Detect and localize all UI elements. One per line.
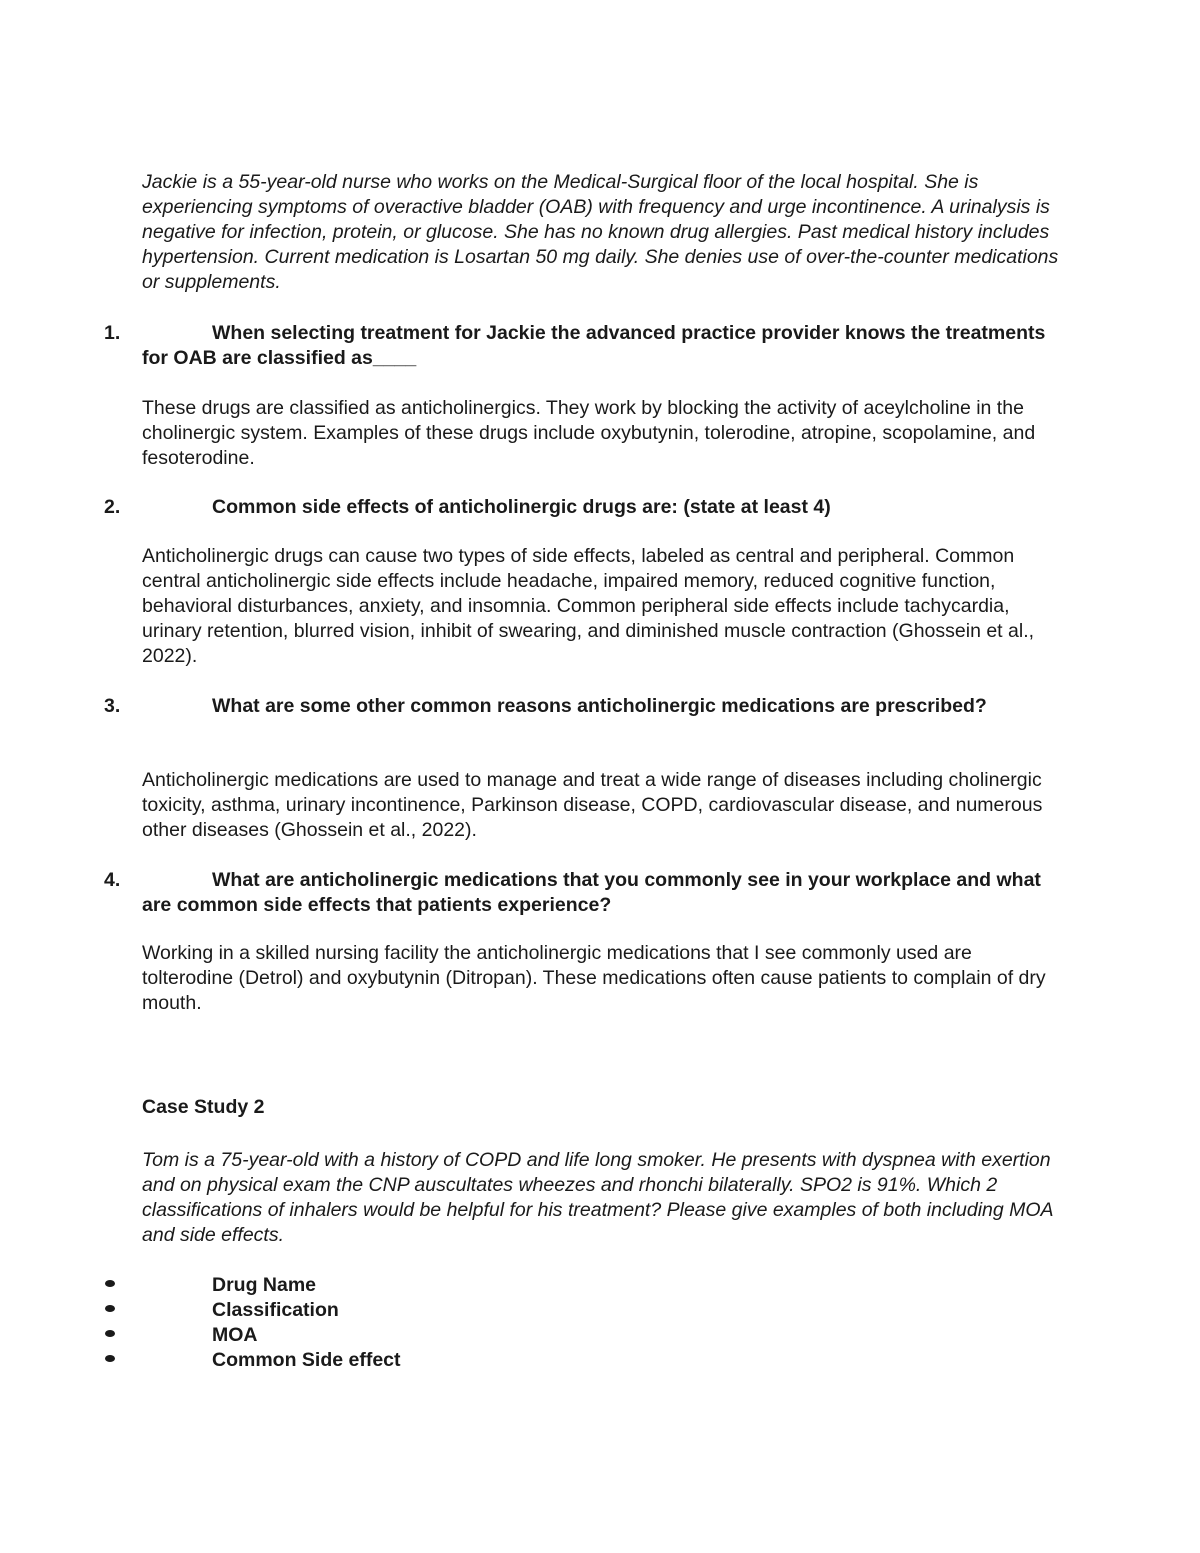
answer-1-text: These drugs are classified as anticholinergics. They work by blocking the activity of aceylcholine in the cholinergic system. Examples of these drugs include oxybutynin, tolerodine, atropine, scopolamine, and fesoterodine.	[142, 397, 1036, 469]
case2-heading: Case Study 2	[142, 1096, 265, 1118]
question-1-text: When selecting treatment for Jackie the advanced practice provider knows the treatments for OAB are classified as____	[142, 322, 1046, 369]
question-2-text: Common side effects of anticholinergic drugs are: (state at least 4)	[212, 496, 831, 518]
answer-3-text: Anticholinergic medications are used to manage and treat a wide range of diseases including cholinergic toxicity, asthma, urinary incontinence, Parkinson disease, COPD, cardiovascular disease, and numerous other diseases (Ghossein et al., 2022).	[142, 769, 1043, 841]
bullet-icon	[105, 1330, 115, 1337]
bullet-icon	[105, 1305, 115, 1312]
list-item	[0, 1273, 600, 1298]
question-3-number: 3.	[104, 695, 121, 717]
case2-intro: Tom is a 75-year-old with a history of COPD and life long smoker. He presents with dyspnea with exertion and on physical exam the CNP auscultates wheezes and rhonchi bilaterally. SPO2 is 91%. Which 2 classifications of inhalers would be helpful for his treatment? Please give examples of both including MOA and side effects.	[142, 1149, 1053, 1246]
question-4-text: What are anticholinergic medications that you commonly see in your workplace and what are common side effects that patients experience?	[142, 869, 1041, 916]
list-item	[0, 1298, 600, 1323]
bullet-label: Classification	[212, 1299, 339, 1321]
bullet-icon	[105, 1280, 115, 1287]
case2-bullet-list	[0, 1273, 600, 1373]
bullet-icon	[105, 1355, 115, 1362]
answer-4-text: Working in a skilled nursing facility the anticholinergic medications that I see commonly used are tolterodine (Detrol) and oxybutynin (Ditropan). These medications often cause patients to complain of dry mouth.	[142, 942, 1046, 1014]
question-1-number: 1.	[104, 322, 121, 344]
list-item	[0, 1323, 600, 1348]
list-item	[0, 1348, 600, 1373]
question-2-number: 2.	[104, 496, 121, 518]
bullet-label: Drug Name	[212, 1274, 317, 1296]
answer-2-text: Anticholinergic drugs can cause two types of side effects, labeled as central and peripheral. Common central anticholinergic side effects include headache, impaired memory, reduced cognitive function, behavioral disturbances, anxiety, and insomnia. Common peripheral side effects include tachycardia, urinary retention, blurred vision, inhibit of swearing, and diminished muscle contraction (Ghossein et al., 2022).	[142, 545, 1035, 667]
bullet-label: MOA	[212, 1324, 258, 1346]
bullet-label: Common Side effect	[212, 1349, 401, 1371]
question-4-number: 4.	[104, 869, 121, 891]
case1-intro: Jackie is a 55-year-old nurse who works on the Medical-Surgical floor of the local hospital. She is experiencing symptoms of overactive bladder (OAB) with frequency and urge incontinence. A urinalysis is negative for infection, protein, or glucose. She has no known drug allergies. Past medical history includes hypertension. Current medication is Losartan 50 mg daily. She denies use of over-the-counter medications or supplements.	[142, 171, 1059, 293]
question-3-text: What are some other common reasons anticholinergic medications are prescribed?	[212, 695, 987, 717]
